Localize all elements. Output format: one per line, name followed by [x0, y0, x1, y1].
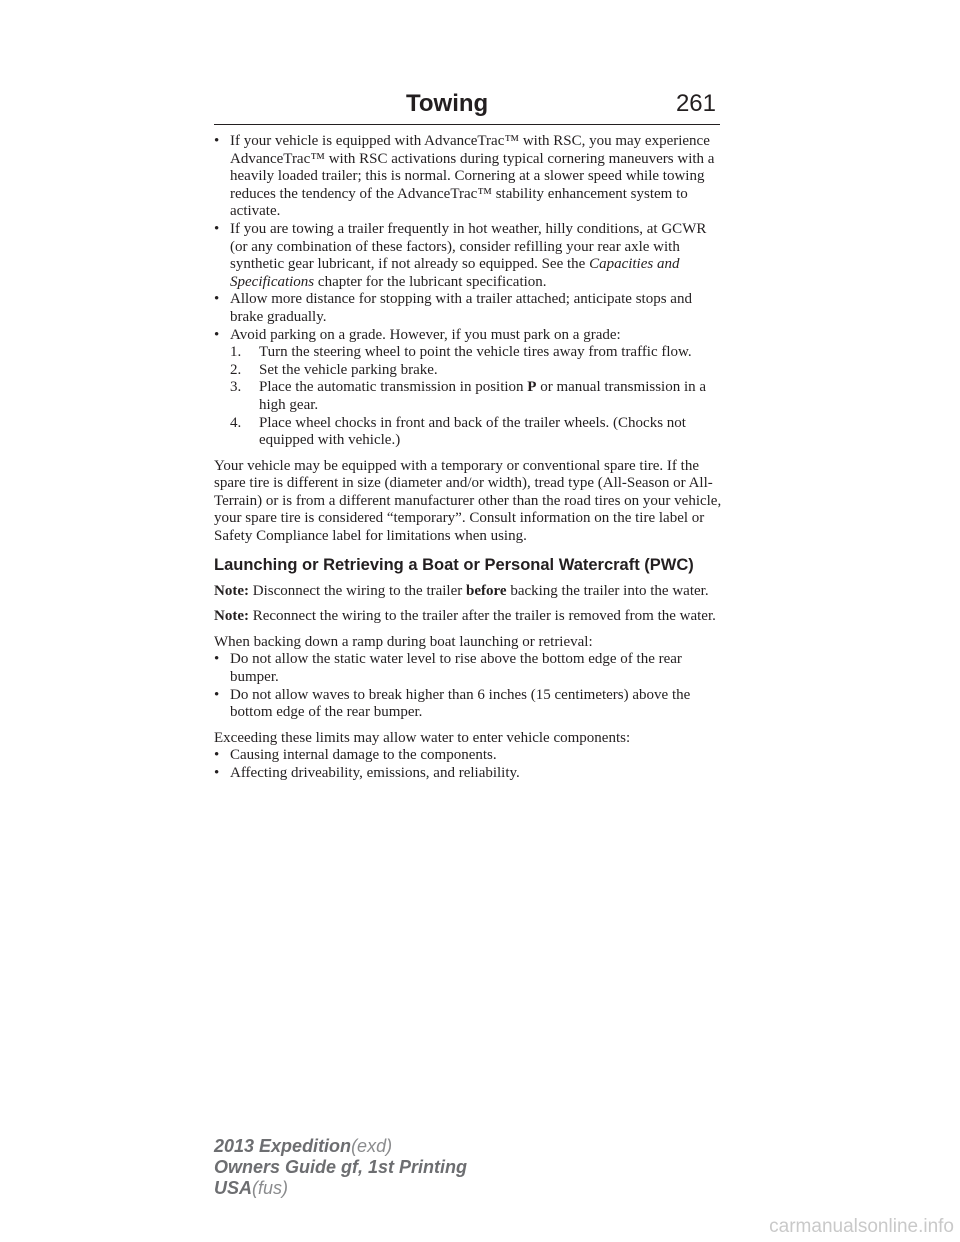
bullet-text: Affecting driveability, emissions, and reliability. [230, 765, 520, 781]
step-3 [214, 379, 726, 414]
exceed-intro: Exceeding these limits may allow water to enter vehicle components: [214, 729, 631, 746]
footer-line-model [214, 1136, 467, 1157]
step-text: Turn the steering wheel to point the vehicle tires away from traffic flow. [259, 344, 692, 361]
step-number: 2. [230, 361, 242, 378]
bullet-text: Avoid parking on a grade. However, if you must park on a grade: [230, 326, 621, 343]
bullet-driveability [214, 765, 726, 783]
footer-guide: Owners Guide gf, 1st Printing [214, 1157, 468, 1177]
section-heading: Launching or Retrieving a Boat or Personal Watercraft (PWC) [214, 555, 694, 574]
page-header [214, 88, 720, 125]
watermark: carmanualsonline.info [769, 1216, 954, 1237]
footer-line-market [214, 1178, 467, 1199]
footer-model-code: (exd) [351, 1136, 393, 1156]
bullet-text: Causing internal damage to the components. [230, 747, 497, 764]
footer-model: 2013 Expedition [214, 1136, 352, 1156]
bullet-internal-damage [214, 747, 726, 765]
bullet-icon: • [214, 291, 220, 308]
step-2 [214, 362, 726, 380]
bullet-text: Do not allow the static water level to rise above the bottom edge of the rear bumper. [230, 651, 682, 686]
step-number: 4. [230, 414, 242, 431]
page-content [214, 133, 726, 783]
document-footer [214, 1136, 467, 1199]
step-text: Place wheel chocks in front and back of the trailer wheels. (Chocks not equipped with vehicle.) [259, 414, 686, 449]
bullet-hot-weather [214, 221, 726, 291]
note-text: Disconnect the wiring to the trailer [252, 582, 463, 599]
bullet-icon: • [214, 747, 220, 764]
note-text: Reconnect the wiring to the trailer after the trailer is removed from the water. [252, 608, 716, 625]
footer-line-guide [214, 1157, 467, 1178]
step-number: 3. [230, 379, 242, 396]
chapter-reference: Capacities and Specifications [230, 256, 680, 290]
step-text: or manual transmission in a high gear. [259, 379, 707, 413]
bullet-parking-grade [214, 327, 726, 345]
footer-market: USA [214, 1178, 253, 1198]
note-label: Note: [214, 582, 249, 599]
step-4 [214, 415, 726, 450]
page-title: Towing [406, 90, 489, 117]
step-1 [214, 344, 726, 362]
page-number: 261 [675, 90, 716, 117]
bullet-text: If your vehicle is equipped with AdvanceTrac™ with RSC, you may experience AdvanceTrac™ with RSC activations during typical cornering maneuvers with a heavily loaded trailer; this is normal. Cornering at a slower speed while towing reduces the tendency of the AdvanceTrac™ stability enhancement system to activate. [230, 133, 715, 220]
note-text: backing the trailer into the water. [510, 582, 709, 599]
step-text: Place the automatic transmission in position [259, 379, 524, 396]
note-label: Note: [214, 608, 249, 625]
footer-market-code: (fus) [252, 1178, 289, 1198]
bullet-icon: • [214, 686, 220, 703]
bullet-icon: • [214, 651, 220, 668]
bullet-advancetrac [214, 133, 726, 221]
backing-intro: When backing down a ramp during boat launching or retrieval: [214, 633, 593, 650]
gear-position: P [527, 379, 537, 396]
spare-tire-paragraph: Your vehicle may be equipped with a temporary or conventional spare tire. If the spare tire is different in size (diameter and/or width), tread type (All-Season or All-Terrain) or is from a different manufacturer other than the road tires on your vehicle, your spare tire is considered “temporary”. Consult information on the tire label or Safety Compliance label for limitations when using. [214, 457, 722, 545]
step-text: Set the vehicle parking brake. [259, 361, 438, 378]
bullet-text: Do not allow waves to break higher than 6 inches (15 centimeters) above the bottom edge of the rear bumper. [230, 686, 691, 721]
bullet-text: If you are towing a trailer frequently in hot weather, hilly conditions, at GCWR (or any combination of these factors), consider refilling your rear axle with synthetic gear lubricant, if not already so equipped. See the [230, 220, 707, 273]
bullet-text: Allow more distance for stopping with a trailer attached; anticipate stops and brake gradually. [230, 291, 692, 325]
bullet-icon: • [214, 326, 220, 343]
bullet-icon: • [214, 220, 220, 237]
bullet-waves [214, 687, 726, 722]
step-number: 1. [230, 344, 242, 361]
note-reconnect [214, 608, 726, 626]
note-disconnect [214, 583, 726, 601]
bullet-text: chapter for the lubricant specification. [317, 273, 547, 290]
note-emphasis: before [466, 582, 507, 599]
bullet-icon: • [214, 133, 220, 149]
bullet-stopping-distance [214, 291, 726, 326]
bullet-water-level [214, 651, 726, 686]
bullet-icon: • [214, 765, 220, 781]
